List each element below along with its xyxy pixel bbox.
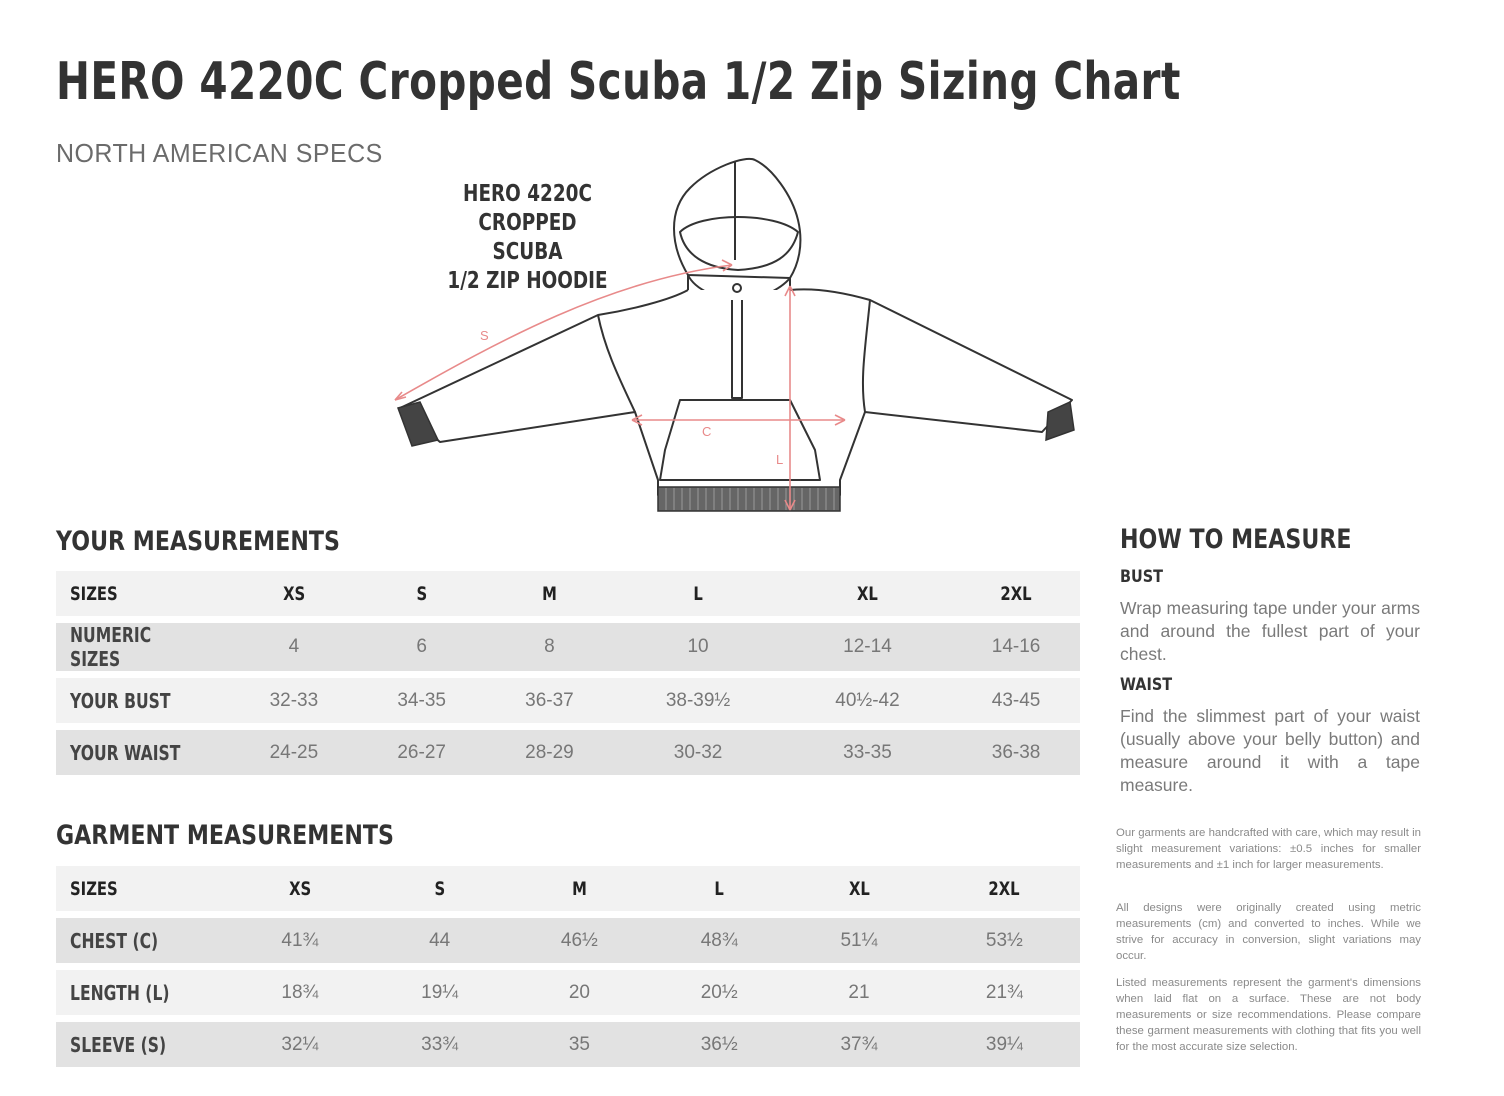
- table-cell: 28-29: [486, 730, 614, 775]
- diagram-label-line: HERO 4220C: [463, 181, 592, 207]
- table-row: [56, 970, 1080, 1015]
- garment-measurements-title: GARMENT MEASUREMENTS: [56, 820, 394, 851]
- table-cell: 35: [510, 1022, 650, 1067]
- table-cell: 36½: [649, 1022, 789, 1067]
- header-cell: XL: [783, 571, 952, 616]
- table-cell: 14-16: [952, 623, 1080, 671]
- header-cell: SIZES: [56, 866, 230, 911]
- table-cell: 18¾: [230, 970, 370, 1015]
- table-cell: 37¾: [789, 1022, 929, 1067]
- hoodie-diagram: [380, 150, 1100, 520]
- header-cell: M: [486, 571, 614, 616]
- header-cell: L: [613, 571, 782, 616]
- table-cell: 32¼: [230, 1022, 370, 1067]
- header-cell: XL: [789, 866, 929, 911]
- waist-instructions: Find the slimmest part of your waist (usually above your belly button) and measure around it with a tape measure.: [1120, 706, 1420, 795]
- table-row: [56, 678, 1080, 723]
- table-cell: 30-32: [613, 730, 782, 775]
- table-cell: 48¾: [649, 918, 789, 963]
- waist-heading: WAIST: [1120, 675, 1173, 695]
- bust-heading: BUST: [1120, 567, 1164, 587]
- table-cell: 20½: [649, 970, 789, 1015]
- table-cell: 19¼: [370, 970, 510, 1015]
- table-cell: 33-35: [783, 730, 952, 775]
- hood-outline: [674, 159, 800, 278]
- row-label: YOUR BUST: [56, 678, 230, 723]
- header-cell: 2XL: [929, 866, 1080, 911]
- table-cell: 36-37: [486, 678, 614, 723]
- table-cell: 34-35: [358, 678, 486, 723]
- row-label: SLEEVE (S): [56, 1022, 230, 1067]
- row-label: YOUR WAIST: [56, 730, 230, 775]
- note-conversion: All designs were originally created using metric measurements (cm) and converted to inches. While we strive for accuracy in conversion, slight variations may occur.: [1116, 902, 1421, 962]
- header-cell: L: [649, 866, 789, 911]
- table-cell: 51¼: [789, 918, 929, 963]
- table-cell: 12-14: [783, 623, 952, 671]
- table-row: [56, 623, 1080, 671]
- your-measurements-title: YOUR MEASUREMENTS: [56, 526, 340, 557]
- diagram-label-line: 1/2 ZIP HOODIE: [447, 268, 608, 294]
- table-cell: 44: [370, 918, 510, 963]
- table-cell: 20: [510, 970, 650, 1015]
- sleeve-marker: S: [480, 328, 489, 343]
- row-label: NUMERIC SIZES: [56, 623, 230, 671]
- table-cell: 21: [789, 970, 929, 1015]
- table-cell: 21¾: [929, 970, 1080, 1015]
- table-cell: 6: [358, 623, 486, 671]
- table-cell: 24-25: [230, 730, 358, 775]
- table-cell: 4: [230, 623, 358, 671]
- table-cell: 36-38: [952, 730, 1080, 775]
- row-label: CHEST (C): [56, 918, 230, 963]
- header-cell: SIZES: [56, 571, 230, 616]
- table-row: [56, 730, 1080, 775]
- header-cell: M: [510, 866, 650, 911]
- your-measurements-table: [56, 564, 1080, 782]
- note-laid-flat: Listed measurements represent the garment's dimensions when laid flat on a surface. These are not body measurements or size recommendations. Please compare these garment measurements with clothing that fits you well for the most accurate size selection.: [1116, 977, 1421, 1053]
- body-outline: [400, 289, 1072, 495]
- header-cell: XS: [230, 571, 358, 616]
- header-cell: XS: [230, 866, 370, 911]
- table-cell: 40½-42: [783, 678, 952, 723]
- table-header-row: [56, 571, 1080, 616]
- header-cell: 2XL: [952, 571, 1080, 616]
- header-cell: S: [370, 866, 510, 911]
- how-to-measure-title: HOW TO MEASURE: [1120, 524, 1352, 555]
- hem-band: [658, 487, 840, 511]
- table-cell: 43-45: [952, 678, 1080, 723]
- table-row: [56, 1022, 1080, 1067]
- table-cell: 46½: [510, 918, 650, 963]
- table-cell: 26-27: [358, 730, 486, 775]
- table-cell: 8: [486, 623, 614, 671]
- table-header-row: [56, 866, 1080, 911]
- header-cell: S: [358, 571, 486, 616]
- table-cell: 33¾: [370, 1022, 510, 1067]
- table-cell: 32-33: [230, 678, 358, 723]
- bust-instructions: Wrap measuring tape under your arms and around the fullest part of your chest.: [1120, 598, 1420, 664]
- page-subtitle: NORTH AMERICAN SPECS: [56, 138, 383, 168]
- chest-marker: C: [702, 424, 712, 439]
- length-marker: L: [776, 452, 784, 467]
- row-label: LENGTH (L): [56, 970, 230, 1015]
- table-cell: 10: [613, 623, 782, 671]
- note-variation: Our garments are handcrafted with care, which may result in slight measurement variations: ±0.5 inches for smaller measurements and ±1 inch for larger measurements.: [1116, 827, 1421, 871]
- table-cell: 41¾: [230, 918, 370, 963]
- page-title: HERO 4220C Cropped Scuba 1/2 Zip Sizing Chart: [56, 52, 1181, 112]
- table-cell: 39¼: [929, 1022, 1080, 1067]
- table-cell: 53½: [929, 918, 1080, 963]
- diagram-label-line: CROPPED SCUBA: [478, 210, 577, 265]
- garment-measurements-table: [56, 859, 1080, 1074]
- table-row: [56, 918, 1080, 963]
- table-cell: 38-39½: [613, 678, 782, 723]
